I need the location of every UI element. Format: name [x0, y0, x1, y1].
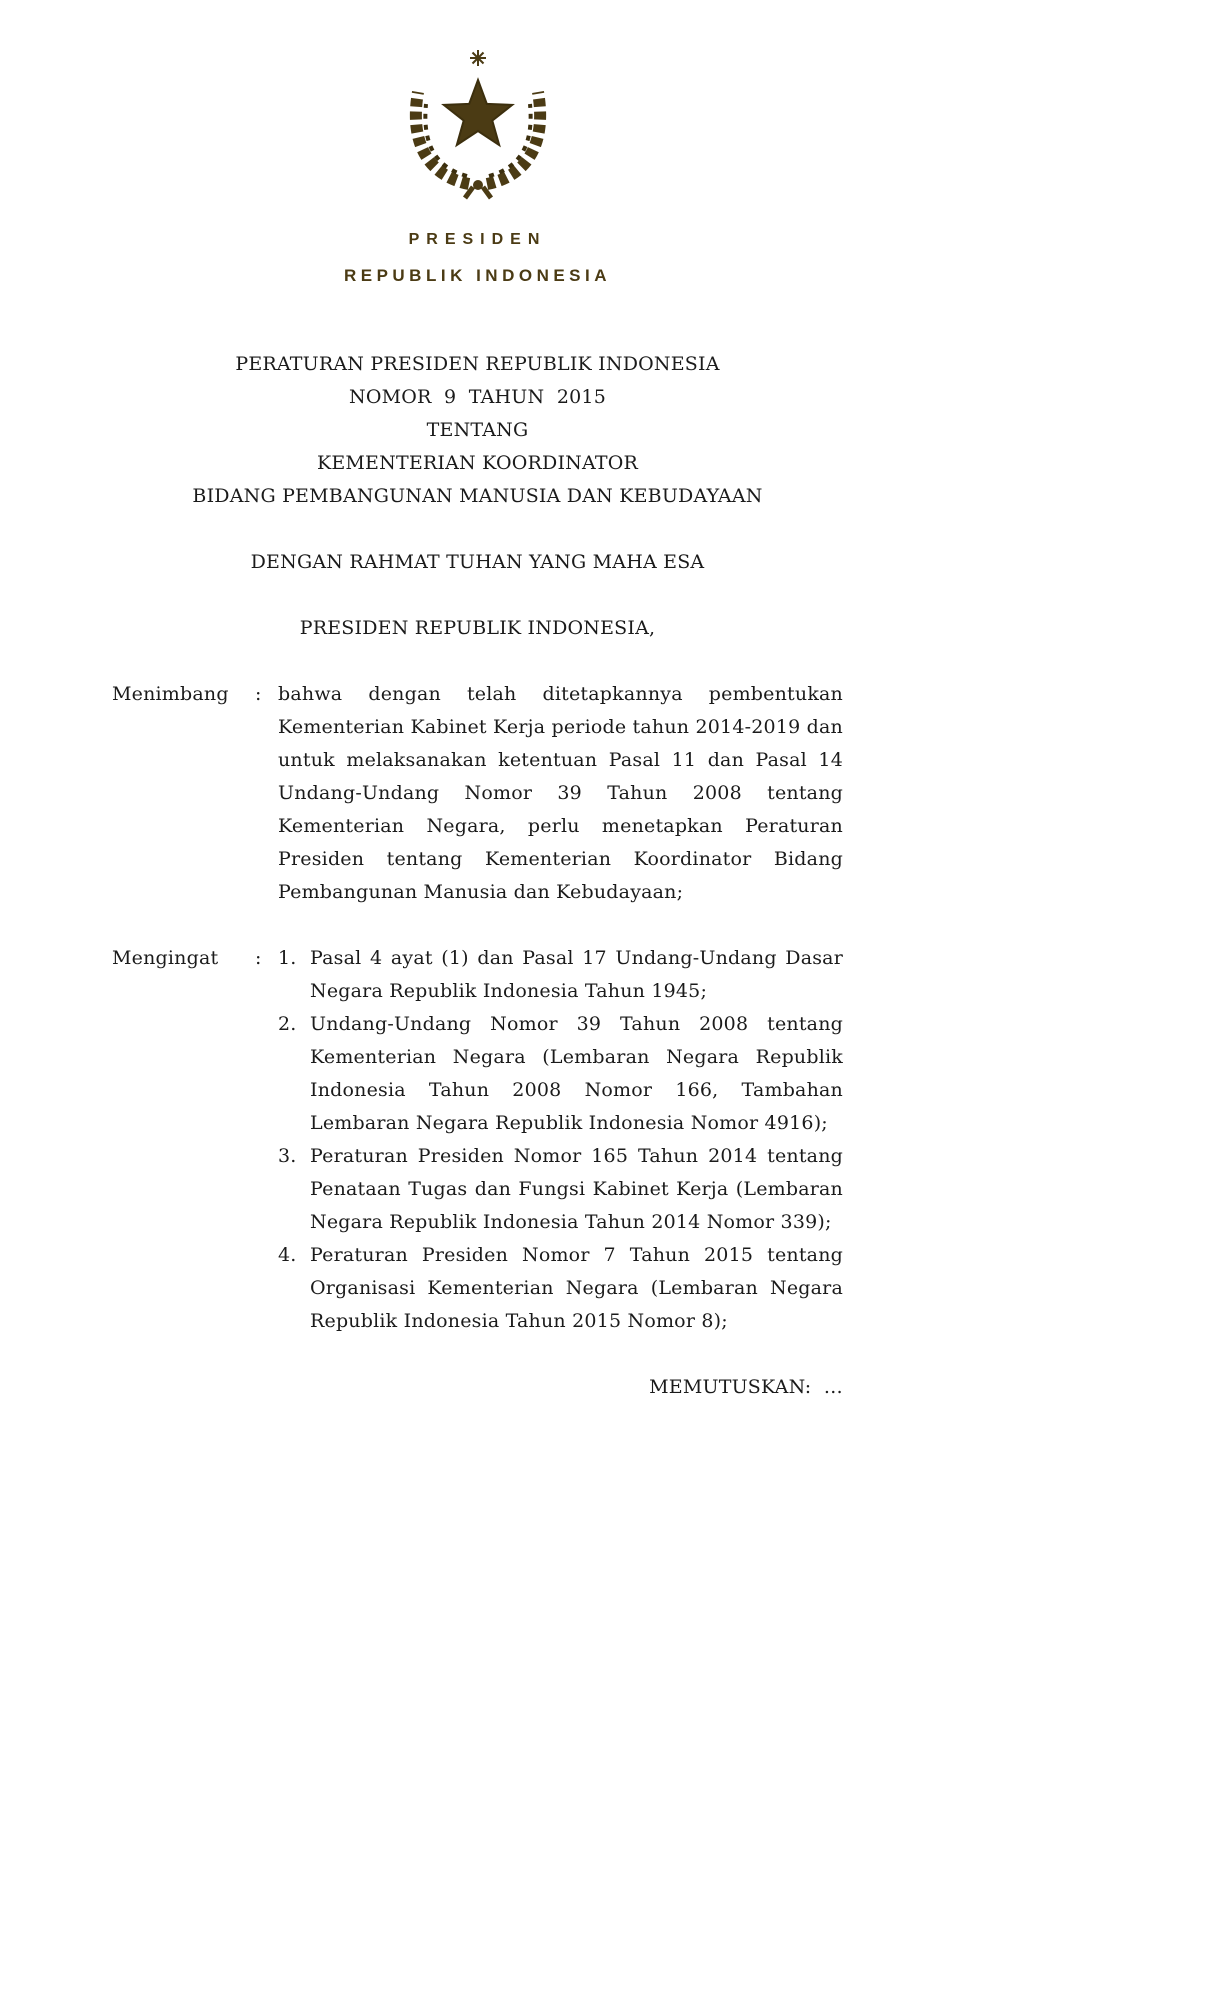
list-item-number: 1. [278, 947, 297, 969]
considering-text: bahwa dengan telah ditetapkannya pembentukan Kementerian Kabinet Kerja periode tahun 2014-2019 dan untuk melaksanakan ketentuan Pasal 11 dan Pasal 14 Undang-Undang Nomor 39 Tahun 2008 tentang Kementerian Negara, perlu menetapkan Peraturan Presiden tentang Kementerian Koordinator Bidang Pembangunan Manusia dan Kebudayaan; [278, 683, 843, 903]
decision-catchword: MEMUTUSKAN: … [649, 1376, 843, 1398]
title-line-subject-2: BIDANG PEMBANGUNAN MANUSIA DAN KEBUDAYAAN [192, 485, 763, 507]
list-item-text: Pasal 4 ayat (1) dan Pasal 17 Undang-Undang Dasar Negara Republik Indonesia Tahun 1945; [310, 947, 843, 1002]
recalling-colon: : [255, 947, 262, 969]
recalling-section [112, 942, 843, 1338]
list-item-number: 4. [278, 1244, 297, 1266]
presidential-emblem [112, 48, 843, 292]
list-item [278, 1008, 843, 1140]
considering-colon: : [255, 683, 262, 705]
list-item-text: Peraturan Presiden Nomor 7 Tahun 2015 tentang Organisasi Kementerian Negara (Lembaran Negara Republik Indonesia Tahun 2015 Nomor 8); [310, 1244, 843, 1332]
list-item [278, 1140, 843, 1239]
list-item [278, 942, 843, 1008]
document-content [112, 0, 843, 1404]
document-title-block [112, 348, 843, 513]
title-line-about: TENTANG [426, 419, 529, 441]
presidential-emblem-graphic [397, 48, 559, 200]
list-item [278, 1239, 843, 1338]
list-item-number: 3. [278, 1145, 297, 1167]
list-item-number: 2. [278, 1013, 297, 1035]
recalling-label: Mengingat [112, 947, 219, 969]
authority-line: PRESIDEN REPUBLIK INDONESIA, [299, 617, 656, 639]
invocation-line: DENGAN RAHMAT TUHAN YANG MAHA ESA [250, 551, 705, 573]
title-line-subject-1: KEMENTERIAN KOORDINATOR [316, 452, 639, 474]
title-line-number: NOMOR 9 TAHUN 2015 [349, 386, 606, 408]
considering-section [112, 678, 843, 909]
emblem-caption [112, 223, 843, 292]
title-line-regulation: PERATURAN PRESIDEN REPUBLIK INDONESIA [235, 353, 720, 375]
star-icon [443, 80, 511, 145]
recalling-list [278, 942, 843, 1338]
emblem-caption-republik: REPUBLIK INDONESIA [343, 266, 612, 285]
list-item-text: Peraturan Presiden Nomor 165 Tahun 2014 tentang Penataan Tugas dan Fungsi Kabinet Kerja (Lembaran Negara Republik Indonesia Tahun 2014 Nomor 339); [310, 1145, 843, 1233]
list-item-text: Undang-Undang Nomor 39 Tahun 2008 tentang Kementerian Negara (Lembaran Negara Republik Indonesia Tahun 2008 Nomor 166, Tambahan Lembaran Negara Republik Indonesia Nomor 4916); [310, 1013, 843, 1134]
emblem-caption-presiden: PRESIDEN [408, 231, 547, 248]
considering-label: Menimbang [112, 683, 229, 705]
sparkle-icon [470, 50, 486, 66]
